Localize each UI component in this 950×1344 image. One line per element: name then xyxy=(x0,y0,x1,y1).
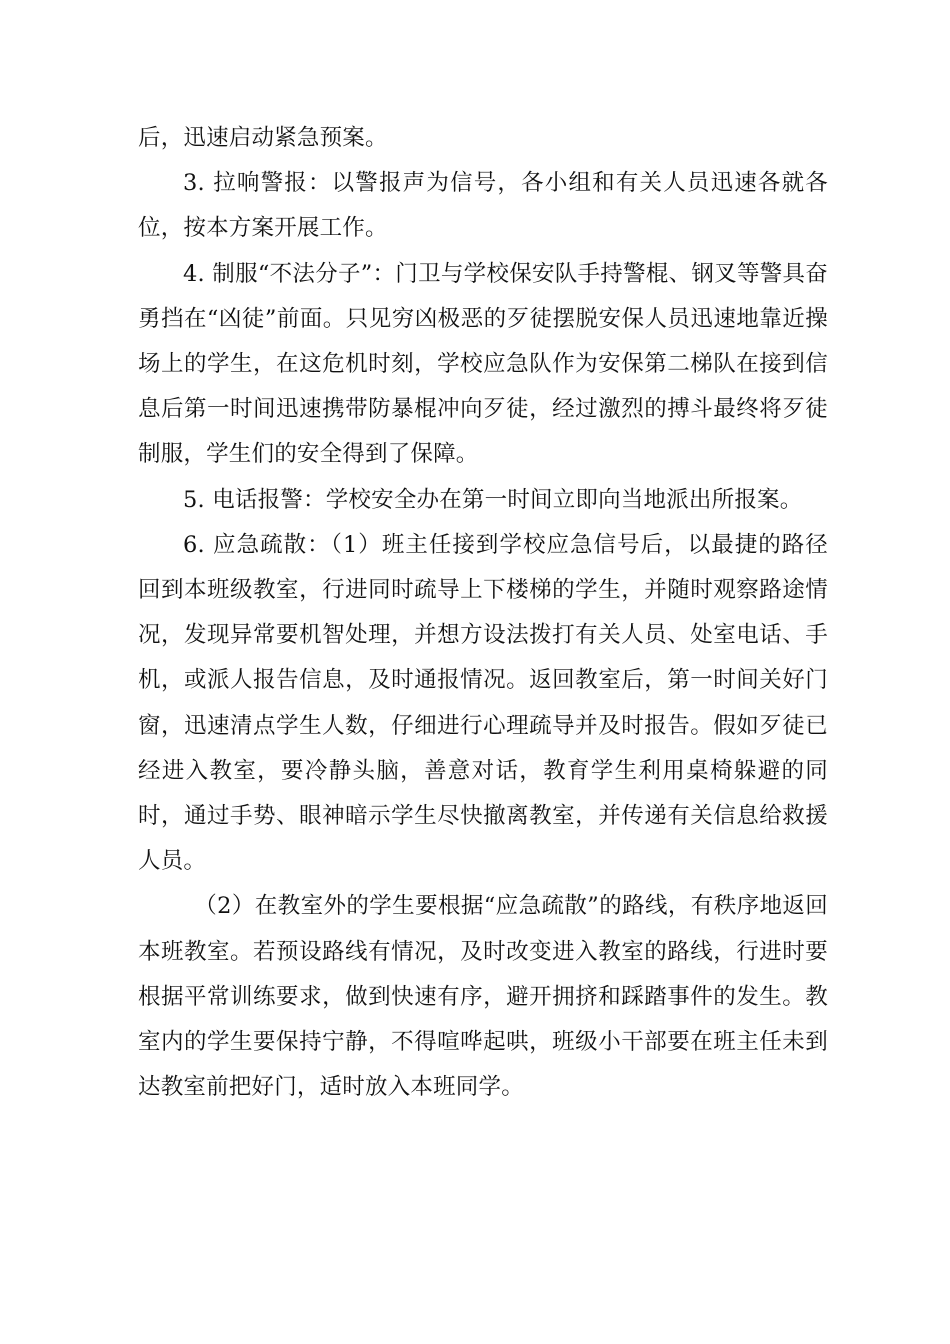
paragraph-item-6: 6. 应急疏散：（1）班主任接到学校应急信号后，以最捷的路径回到本班级教室，行进同时疏导上下楼梯的学生，并随时观察路途情况，发现异常要机智处理，并想方设法拨打有关人员、处室电话、手机，或派人报告信息，及时通报情况。返回教室后，第一时间关好门窗，迅速清点学生人数，仔细进行心理疏导并及时报告。假如歹徒已经进入教室，要冷静头脑，善意对话，教育学生利用桌椅躲避的同时，通过手势、眼神暗示学生尽快撤离教室，并传递有关信息给救援人员。 xyxy=(138,531,828,875)
paragraph-item-6-2: （2）在教室外的学生要根据“应急疏散”的路线，有秩序地返回本班教室。若预设路线有情况，及时改变进入教室的路线，行进时要根据平常训练要求，做到快速有序，避开拥挤和踩踏事件的发生。教室内的学生要保持宁静，不得喧哗起哄，班级小干部要在班主任未到达教室前把好门，适时放入本班同学。 xyxy=(138,893,828,1101)
paragraph-item-3: 3. 拉响警报：以警报声为信号，各小组和有关人员迅速各就各位，按本方案开展工作。 xyxy=(138,170,828,242)
paragraph-item-5: 5. 电话报警：学校安全办在第一时间立即向当地派出所报案。 xyxy=(183,486,803,513)
paragraph-continuation: 后，迅速启动紧急预案。 xyxy=(138,125,388,151)
paragraph-item-4: 4. 制服“不法分子”：门卫与学校保安队手持警棍、钢叉等警具奋勇挡在“凶徒”前面。只见穷凶极恶的歹徒摆脱安保人员迅速地靠近操场上的学生，在这危机时刻，学校应急队作为安保第二梯队在接到信息后第一时间迅速携带防暴棍冲向歹徒，经过激烈的搏斗最终将歹徒制服，学生们的安全得到了保障。 xyxy=(138,260,828,468)
document-body xyxy=(138,116,828,1110)
